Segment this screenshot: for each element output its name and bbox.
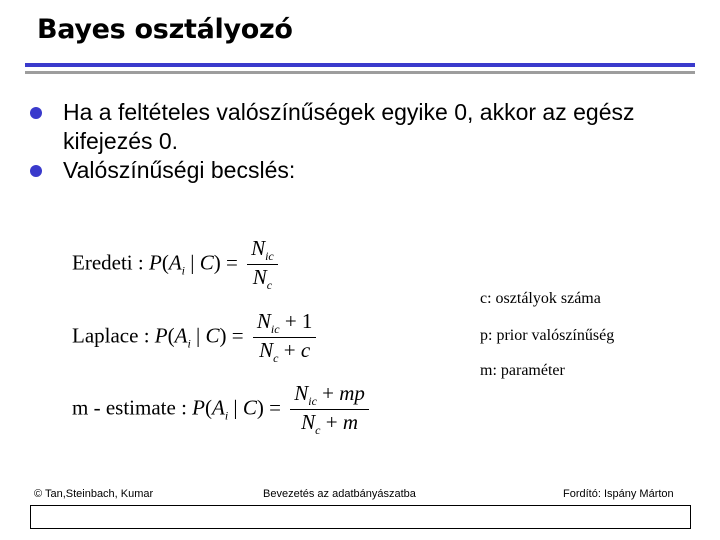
note-p: p: prior valószínűség [480,327,615,344]
slide-title: Bayes osztályozó [37,14,293,45]
title-underline-blue [25,63,695,67]
formula-label: Eredeti [72,250,133,275]
bullet-text: Ha a feltételes valószínűségek egyike 0, akkor az egész kifejezés 0. [63,99,635,154]
formula-m-estimate: m - estimate : $P(A_i$ | C) = $\frac{N_{ic} + mp}{N_c + m}$ [72,381,369,438]
bullet-list [30,98,690,185]
formula-label: m - estimate [72,395,176,420]
footer-center: Bevezetés az adatbányászatba [263,488,416,500]
bullet-dot-icon [30,107,42,119]
formula-laplace: Laplace : $P(A_i$ | C) = $\frac{N_{ic} + 1}{N_c + c}$ [72,309,316,366]
note-m: m: paraméter [480,362,565,379]
fraction: $\frac{N_{ic} + mp}{N_c + m}$ [290,381,369,438]
footer-box [30,505,691,529]
fraction: $\frac{N_{ic}}{N_c}$ [247,236,278,293]
fraction: $\frac{N_{ic} + 1}{N_c + c}$ [253,309,317,366]
footer-left: © Tan,Steinbach, Kumar [34,488,154,500]
footer-right: Fordító: Ispány Márton [563,488,674,500]
bullet-item [30,98,690,156]
formula-label: Laplace [72,323,139,348]
bullet-text: Valószínűségi becslés: [63,157,296,183]
title-underline-gray [25,71,695,74]
bullet-dot-icon [30,165,42,177]
bullet-item [30,156,690,185]
formula-original: Eredeti : $P(A_i$ | C) = $\frac{N_{ic}}{N_c}$ [72,236,278,293]
note-c: c: osztályok száma [480,290,601,307]
